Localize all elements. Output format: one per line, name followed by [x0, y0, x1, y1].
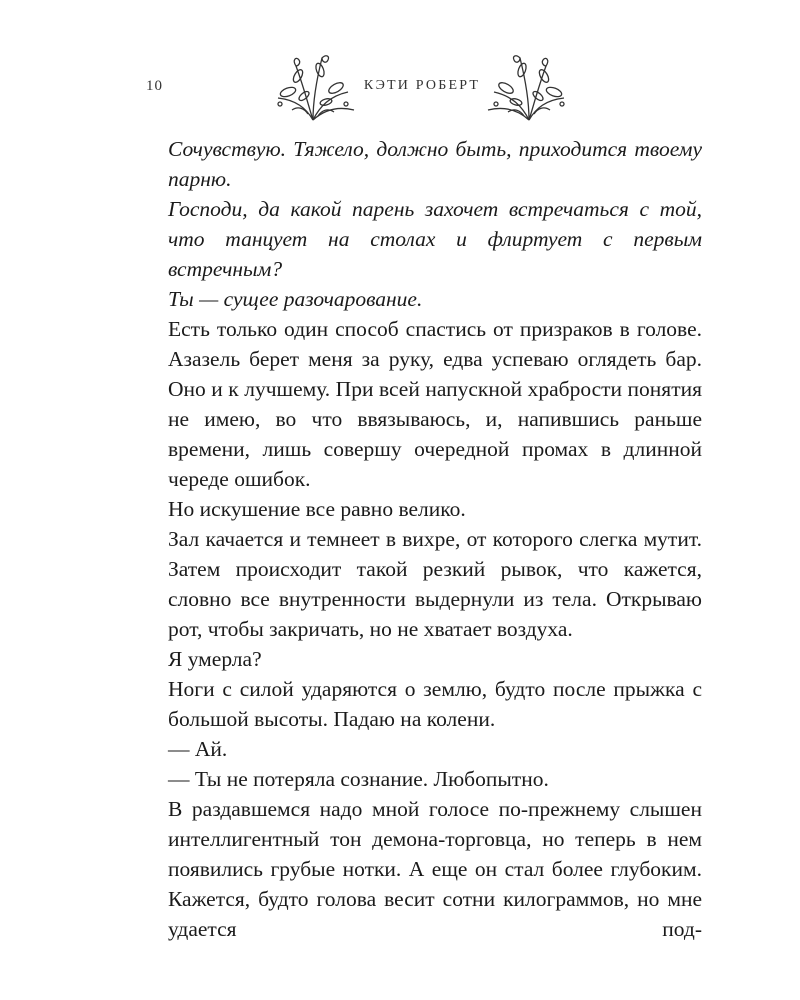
body-text: [168, 134, 702, 944]
paragraph: Но искушение все равно велико.: [168, 497, 466, 521]
running-title: КЭТИ РОБЕРТ: [363, 78, 481, 93]
paragraph: В раздавшемся надо мной голосе по-прежнему слышен интеллигентный тон демона-торговца, но теперь в нем появились грубые нотки. А еще он стал более глубоким. Кажется, будто голова весит сотни килограммов, но мне удается под-: [168, 797, 702, 941]
paragraph: Сочувствую. Тяжело, должно быть, приходится твоему парню.: [168, 137, 702, 191]
page-number: 10: [146, 78, 163, 94]
floral-ornament-icon: [266, 48, 360, 124]
paragraph: Ноги с силой ударяются о землю, будто после прыжка с большой высоты. Падаю на колени.: [168, 677, 702, 731]
dialogue-line: — Ай.: [168, 737, 228, 761]
paragraph: Господи, да какой парень захочет встречаться с той, что танцует на столах и флиртует с первым встречным?: [168, 197, 702, 281]
dialogue-line: — Ты не потеряла сознание. Любопытно.: [168, 767, 549, 791]
floral-ornament-icon: [482, 48, 576, 124]
paragraph: Есть только один способ спастись от призраков в голове. Азазель берет меня за руку, едва успеваю оглядеть бар. Оно и к лучшему. При всей напускной храбрости понятия не имею, во что ввязываюсь, и, напившись раньше времени, лишь совершу очередной промах в длинной череде ошибок.: [168, 317, 702, 491]
paragraph: Зал качается и темнеет в вихре, от которого слегка мутит. Затем происходит такой резкий рывок, что кажется, словно все внутренности выдернули из тела. Открываю рот, чтобы закричать, но не хватает воздуха.: [168, 527, 702, 641]
paragraph: Я умерла?: [168, 647, 262, 671]
paragraph: Ты — сущее разочарование.: [168, 287, 423, 311]
page-header: [140, 48, 700, 124]
